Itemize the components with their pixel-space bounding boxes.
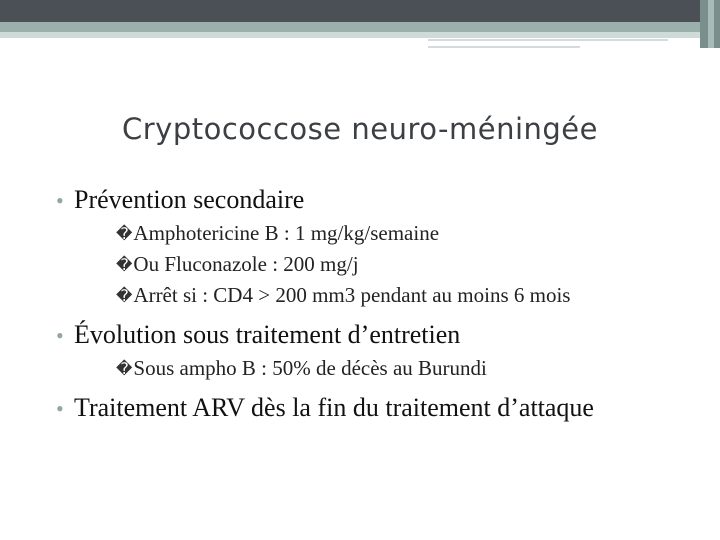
sub-bullet-item	[56, 249, 696, 280]
decorative-line-bottom	[428, 46, 580, 48]
bullet-text: Traitement ARV dès la fin du traitement d’attaque	[74, 393, 594, 422]
sub-bullet-text: Ou Fluconazole : 200 mg/j	[133, 252, 359, 276]
decorative-line-top	[428, 39, 668, 41]
slide-title: Cryptococcose neuro-méningée	[122, 112, 598, 146]
sub-bullet-text: Sous ampho B : 50% de décès au Burundi	[133, 356, 487, 380]
sub-bullet-item	[56, 218, 696, 249]
sub-bullet-item	[56, 353, 696, 384]
sub-bullet-text: Amphotericine B : 1 mg/kg/semaine	[133, 221, 440, 245]
header-corner-stripe	[708, 0, 714, 48]
sub-bullet-text: Arrêt si : CD4 > 200 mm3 pendant au moins 6 mois	[133, 283, 571, 307]
sub-bullet-icon: �	[116, 359, 133, 378]
header-bar-dark	[0, 0, 720, 22]
bullet-text: Évolution sous traitement d’entretien	[74, 320, 461, 349]
bullet-icon: •	[56, 188, 64, 213]
header-bar-teal	[0, 22, 720, 32]
sub-bullet-icon: �	[116, 224, 133, 243]
bullet-item	[56, 317, 696, 353]
header-bar-light	[0, 32, 700, 38]
bullet-icon: •	[56, 396, 64, 421]
bullet-item	[56, 182, 696, 218]
bullet-item	[56, 390, 696, 426]
bullet-text: Prévention secondaire	[74, 185, 305, 214]
bullet-icon: •	[56, 323, 64, 348]
sub-bullet-item	[56, 280, 696, 311]
sub-bullet-icon: �	[116, 255, 133, 274]
slide-body	[56, 182, 696, 426]
sub-bullet-icon: �	[116, 286, 133, 305]
